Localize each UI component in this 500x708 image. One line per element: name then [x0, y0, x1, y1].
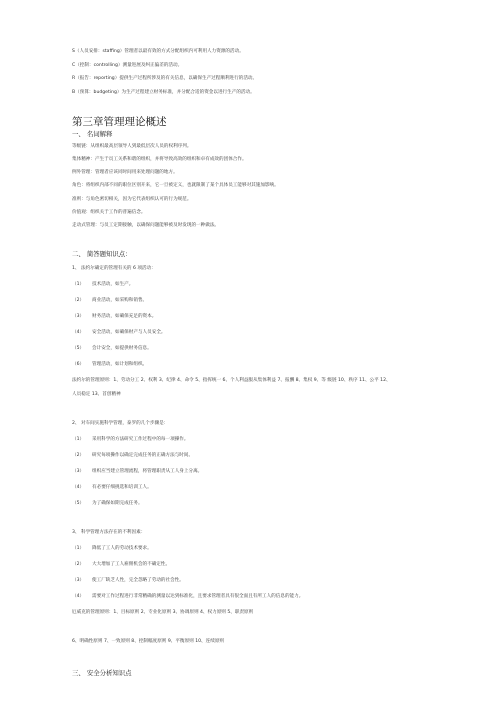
list-number: （1） — [72, 282, 85, 287]
list-number: （5） — [72, 501, 85, 506]
list-text: 技术活动，如生产。 — [92, 282, 134, 287]
list-text: 组织应当建立管理流程，将管理职责从工人身上分离。 — [92, 469, 203, 474]
intro-line-staffing: S（人员安排：staffing）管理者以最有效的方式分配组织内可利用人力资源的活动。 — [72, 49, 244, 54]
list-item — [72, 453, 194, 459]
list-text: 为了确保如期完成任务。 — [92, 501, 143, 506]
list-text: 财务活动，如确保充足的资本。 — [92, 314, 157, 319]
list-item — [72, 282, 134, 288]
list-item — [72, 562, 171, 568]
list-item — [72, 437, 189, 443]
list-number: （6） — [72, 362, 85, 367]
term-item: 价值观：组织关于工作的普遍信念。 — [72, 210, 146, 215]
list-number: （2） — [72, 562, 85, 567]
term-item: 走动式管理：与员工定期接触，以确保问题能够被及时发现的一种做法。 — [72, 223, 220, 228]
list-number: （1） — [72, 437, 85, 442]
list-item — [72, 330, 166, 336]
section-heading-safety: 三、 安全分析知识点 — [72, 669, 132, 677]
list-number: （3） — [72, 314, 85, 319]
term-item: 等级链：从组织最高层领导人到最低层次人员的权利序列。 — [72, 144, 192, 149]
list-text: 有必要仔细挑选和培训工人。 — [92, 485, 152, 490]
list-text: 研究每项操作以确定完成任务的正确方法与时间。 — [92, 453, 194, 458]
list-number: （5） — [72, 346, 85, 351]
list-number: （3） — [72, 578, 85, 583]
intro-line-reporting: R（报告：reporting）提供生产过程所涉及的有关信息，以确保生产过程顺利进行的活动。 — [72, 76, 258, 81]
list-item — [72, 546, 152, 552]
question-title: 1、 法约尔确定的管理有关的 6 项活动： — [72, 266, 156, 271]
fayol-principles-line: 人员稳定 13、首创精神 — [72, 392, 121, 397]
chapter-title: 第三章管理理论概述 — [72, 116, 167, 128]
list-item — [72, 362, 148, 368]
question-title: 2、 对车间实施科学管理，泰罗的几个步骤是： — [72, 421, 169, 426]
term-item: 集体精神：产生于员工关系和谐的组织，并将导致高效的组织和卓有成效的团体合作。 — [72, 157, 247, 162]
list-item — [72, 594, 304, 600]
list-item — [72, 298, 148, 304]
intro-line-budgeting: B（预算：budgeting）为生产过程建立财务标准，并分配合适的资金以进行生产的活动。 — [72, 90, 255, 95]
term-item: 例外管理：管理者应该同时间用来处理问题的地方。 — [72, 170, 178, 175]
list-item — [72, 469, 203, 475]
list-text: 管理活动，如计划和组织。 — [92, 362, 148, 367]
list-number: （4） — [72, 594, 85, 599]
list-number: （2） — [72, 298, 85, 303]
term-item: 准则：与角色密切相关，因为它代表组织认可的行为规范。 — [72, 197, 192, 202]
section-heading-terms: 一、 名词解释 — [72, 130, 113, 138]
list-text: 使工厂缺乏人性，完全忽略了劳动的社会性。 — [92, 578, 184, 583]
list-number: （4） — [72, 330, 85, 335]
list-text: 需要对工作过程进行非常精确的测量以达到标准化，且要求管理者具有很全面且有所工人的信息的能力。 — [92, 594, 304, 599]
term-item: 角色：将组织内部不同的职位区别开来，它一旦被定义，也就限制了某个具体员工能够对其施加影响。 — [72, 183, 279, 188]
fayol-principles-line: 法约尔的管理原则：1、劳动分工 2、权利 3、纪律 4、命令 5、指挥统一 6、个人利益服从集体利益 7、报酬 8、集权 9、等 级链 10、秩序 11、公平 12、 — [72, 378, 391, 383]
list-item — [72, 578, 184, 584]
intro-line-controlling: C（控制：controlling）测量进展及纠正偏差的活动。 — [72, 63, 183, 68]
list-text: 安全活动，如确保财产与人员安全。 — [92, 330, 166, 335]
list-text: 降低了工人的劳动技术要求。 — [92, 546, 152, 551]
urwick-principles-continued: 6、明确性原则 7、一致原则 8、控制幅度原则 9、平衡原则 10、连续原则 — [72, 639, 225, 644]
section-heading-short-answer: 二、 简答题知识点： — [72, 250, 132, 258]
list-text: 商业活动，如采购和销售。 — [92, 298, 148, 303]
list-text: 大大增加了工人雇佣机会的不确定性。 — [92, 562, 171, 567]
list-number: （3） — [72, 469, 85, 474]
list-item — [72, 346, 152, 352]
list-item — [72, 501, 143, 507]
list-number: （1） — [72, 546, 85, 551]
list-item — [72, 314, 157, 320]
list-item — [72, 485, 152, 491]
urwick-principles-line: 厄威克的管理原则：1、目标原则 2、专业化原则 3、协调原则 4、权力原则 5、职责原则 — [72, 610, 254, 615]
question-title: 3、 科学管理方法存在的不利因素： — [72, 530, 146, 535]
list-text: 会计安全，如提供财务信息。 — [92, 346, 152, 351]
list-number: （2） — [72, 453, 85, 458]
list-number: （4） — [72, 485, 85, 490]
list-text: 采用科学的方法研究工作过程中的每一项操作。 — [92, 437, 189, 442]
